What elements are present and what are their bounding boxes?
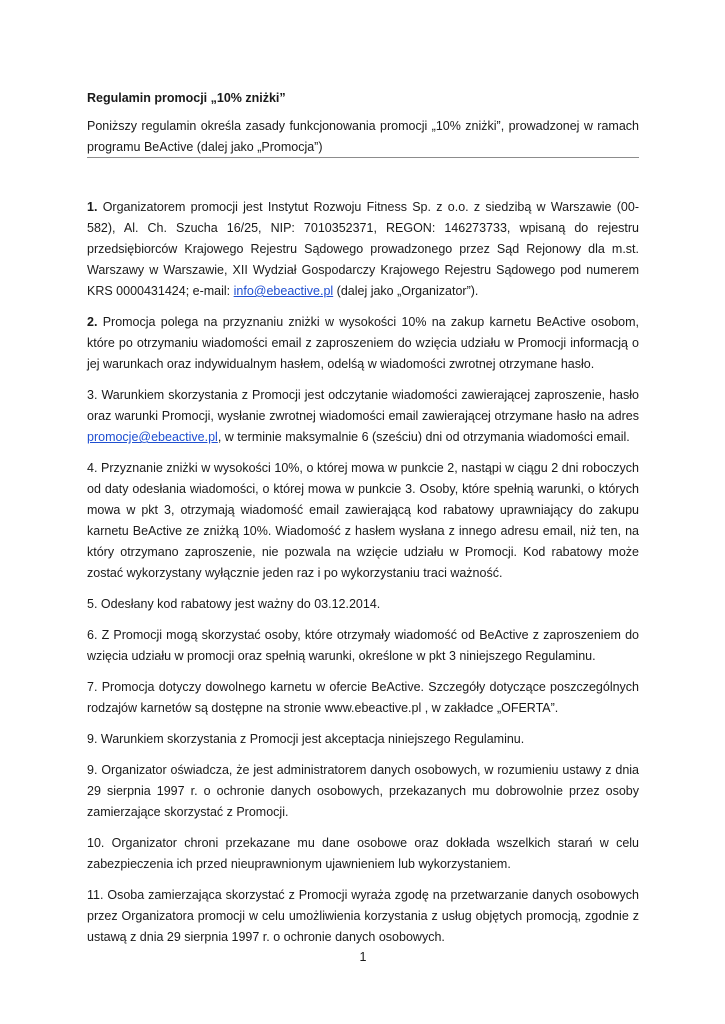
paragraph-3-text-b: , w terminie maksymalnie 6 (sześciu) dni od otrzymania wiadomości email. (217, 430, 630, 444)
paragraph-9-administrator: 9. Organizator oświadcza, że jest administratorem danych osobowych, w rozumieniu ustawy z dnia 29 sierpnia 1997 r. o ochronie danych osobowych, przekazanych mu dobrowolnie przez osoby zamierzające skorzystać z Promocji. (87, 763, 639, 819)
paragraph-6: 6. Z Promocji mogą skorzystać osoby, które otrzymały wiadomość od BeActive z zaproszeniem do wzięcia udziału w promocji oraz spełnią warunki, określone w pkt 3 niniejszego Regulaminu. (87, 628, 639, 663)
header-divider (87, 157, 639, 158)
paragraph-3 (87, 385, 639, 448)
paragraph-1-text-a: Organizatorem promocji jest Instytut Rozwoju Fitness Sp. z o.o. z siedzibą w Warszawie (00-582), Al. Ch. Szucha 16/25, NIP: 7010352371, REGON: 146273733, wpisaną do rejestru przedsiębiorców Krajowego Rejestru Sądowego prowadzonego przez Sąd Rejonowy dla m.st. Warszawy w Warszawie, XII Wydział Gospodarczy Krajowego Rejestru Sądowego pod numerem KRS 0000431424; e-mail: (87, 200, 639, 298)
paragraph-11: 11. Osoba zamierzająca skorzystać z Promocji wyraża zgodę na przetwarzanie danych osobowych przez Organizatora promocji w celu umożliwienia korzystania z usług objętych promocją, zgodnie z ustawą z dnia 29 sierpnia 1997 r. o ochronie danych osobowych. (87, 888, 639, 944)
paragraph-10: 10. Organizator chroni przekazane mu dane osobowe oraz dokłada wszelkich starań w celu zabezpieczenia ich przed nieuprawnionym ujawnieniem lub wykorzystaniem. (87, 836, 639, 871)
page-number: 1 (359, 950, 367, 964)
paragraph-5: 5. Odesłany kod rabatowy jest ważny do 03.12.2014. (87, 597, 381, 611)
paragraph-1-text-b: (dalej jako „Organizator”). (333, 284, 479, 298)
paragraph-2-text: Promocja polega na przyznaniu zniżki w wysokości 10% na zakup karnetu BeActive osobom, które po otrzymaniu wiadomości email z zaproszeniem do wzięcia udziału w Promocji informacją o jej warunkach oraz indywidualnym hasłem, odelśą w wiadomości zwrotnej otrzymane hasło. (87, 315, 639, 371)
document-intro: Poniższy regulamin określa zasady funkcjonowania promocji „10% zniżki”, prowadzonej w ramach programu BeActive (dalej jako „Promocja”) (87, 119, 639, 154)
email-link-promocje[interactable]: promocje@ebeactive.pl (87, 430, 218, 444)
paragraph-7: 7. Promocja dotyczy dowolnego karnetu w ofercie BeActive. Szczegóły dotyczące poszczególnych rodzajów karnetów są dostępne na stronie www.ebeactive.pl , w zakładce „OFERTA”. (87, 680, 639, 715)
email-link-info[interactable]: info@ebeactive.pl (233, 284, 334, 298)
paragraph-1 (87, 197, 639, 302)
paragraph-9-acceptance: 9. Warunkiem skorzystania z Promocji jest akceptacja niniejszego Regulaminu. (87, 732, 525, 746)
document-page (87, 0, 639, 1024)
document-title: Regulamin promocji „10% zniżki” (87, 91, 286, 105)
paragraph-2-number: 2. (87, 315, 98, 329)
paragraph-2 (87, 312, 639, 375)
paragraph-1-number: 1. (87, 200, 98, 214)
regulations-body (87, 197, 639, 958)
paragraph-4: 4. Przyznanie zniżki w wysokości 10%, o której mowa w punkcie 2, nastąpi w ciągu 2 dni roboczych od daty odesłania wiadomości, o której mowa w punkcie 3. Osoby, które spełnią warunki, o których mowa w pkt 3, otrzymają wiadomość email zawierającą kod rabatowy uprawniający do zakupu karnetu BeActive ze zniżką 10%. Wiadomość z hasłem wysłana z innego adresu email, niż ten, na który otrzymano zaproszenie, nie pozwala na wzięcie udziału w Promocji. Kod rabatowy może zostać wykorzystany wyłącznie jeden raz i po wykorzystaniu traci ważność. (87, 461, 639, 580)
paragraph-3-text-a: 3. Warunkiem skorzystania z Promocji jest odczytanie wiadomości zawierającej zaproszenie, hasło oraz warunki Promocji, wysłanie zwrotnej wiadomości email zawierającej otrzymane hasło na adres (87, 388, 639, 423)
